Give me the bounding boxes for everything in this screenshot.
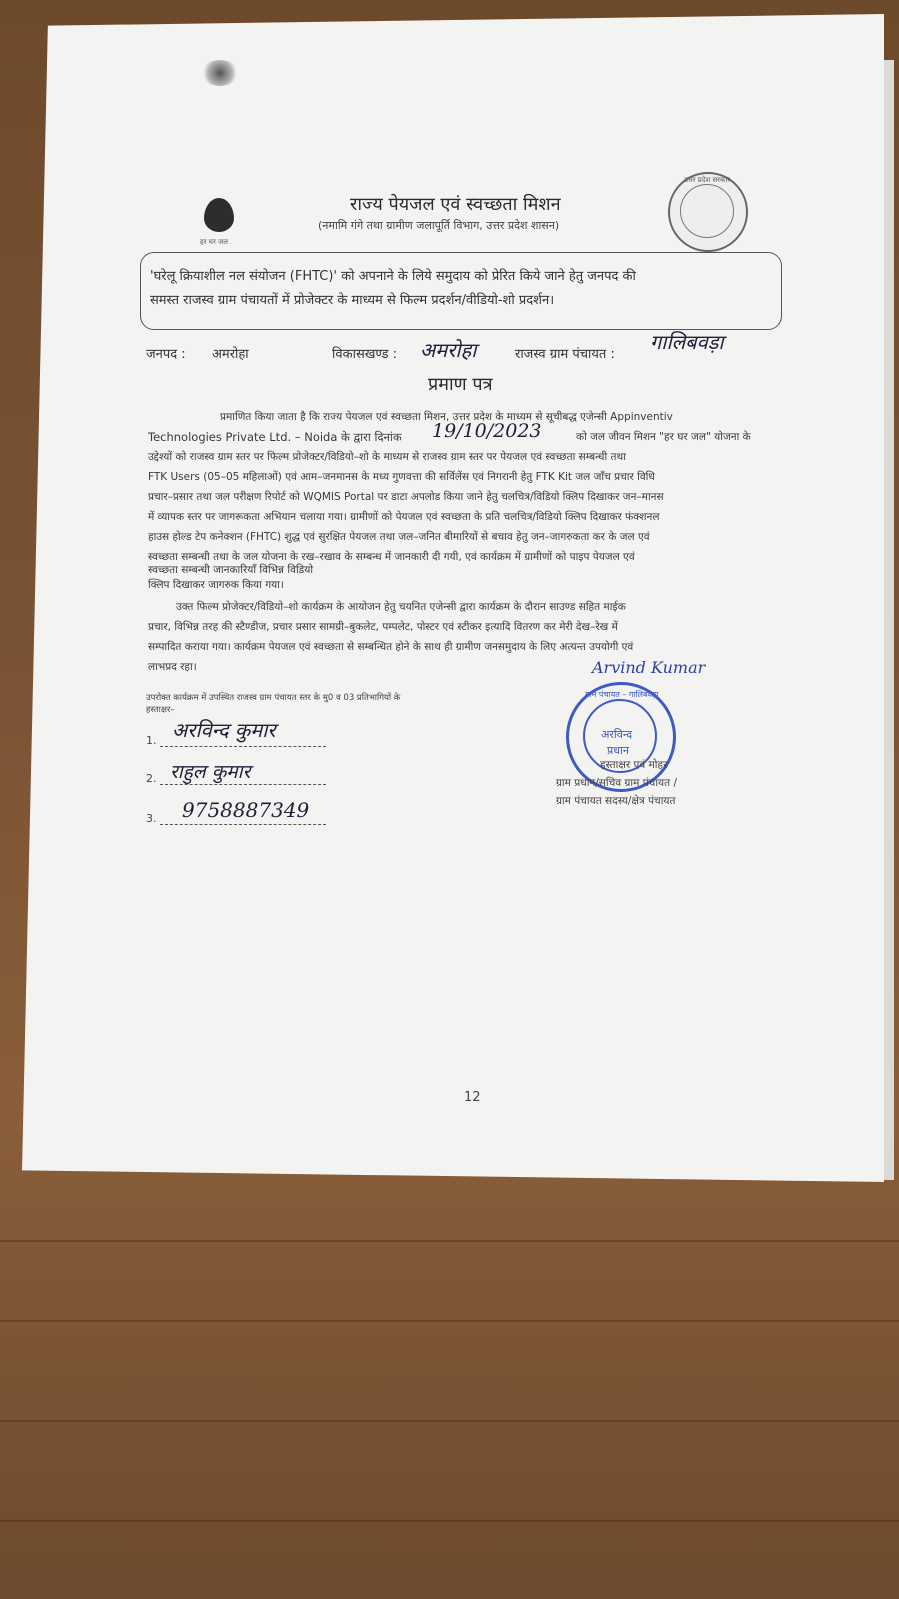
body-line: प्रचार, विभिन्न तरह की स्टैण्डीज, प्रचार प्रसार सामग्री–बुकलेट, पम्पलेट, पोस्टर एवं स्टीकर इत्यादि वितरण कर मेरी देख–रेख में (148, 621, 618, 633)
signature-line (160, 784, 326, 785)
seal-inner-text: अरविन्द (601, 728, 633, 741)
participant-number: 3. (146, 812, 157, 825)
body-line: हाउस होल्ड टेप कनेक्शन (FHTC) शुद्ध एवं सुरक्षित पेयजल तथा जल–जनित बीमारियों से बचाव हेतु जन–जागरुकता कर के जल एवं (148, 531, 650, 543)
body-line: क्लिप दिखाकर जागरुक किया गया। (148, 579, 284, 591)
certificate-title: प्रमाण पत्र (428, 374, 493, 395)
panchayat-value-handwritten: गालिबवड़ा (650, 330, 724, 354)
participant-phone-handwritten: 9758887349 (182, 798, 310, 822)
signature-line (160, 746, 326, 747)
body-line: को जल जीवन मिशन "हर घर जल" योजना के (576, 431, 751, 443)
ink-smudge (200, 60, 240, 86)
wood-grain (0, 1420, 899, 1422)
subject-line-2: समस्त राजस्व ग्राम पंचायतों में प्रोजेक्टर के माध्यम से फिल्म प्रदर्शन/वीडियो-शो प्रदर्शन। (150, 293, 555, 308)
subject-line-1: 'घरेलू क्रियाशील नल संयोजन (FHTC)' को अपनाने के लिये समुदाय को प्रेरित किये जाने हेतु जनपद की (150, 269, 636, 284)
wood-grain (0, 1520, 899, 1522)
logo-left-caption: हर घर जल (200, 238, 228, 246)
document-page (22, 14, 884, 1182)
body-line: स्वच्छता सम्बन्धी जानकारियाँ विभिन्न विडियो (148, 564, 314, 576)
sign-and-seal-label: हस्ताक्षर एवं मोहर (600, 759, 668, 771)
emblem-inner-ring (680, 184, 734, 238)
participant-number: 1. (146, 734, 157, 747)
mission-title: राज्य पेयजल एवं स्वच्छता मिशन (350, 194, 561, 215)
wood-grain (0, 1320, 899, 1322)
pradhan-signature: Arvind Kumar (592, 658, 706, 677)
district-label: जनपद : (146, 347, 186, 362)
participants-intro-2: हस्ताक्षर– (146, 705, 175, 715)
body-line: उद्देश्यों को राजस्व ग्राम स्तर पर फिल्म प्रोजेक्टर/विडियो–शो के माध्यम से राजस्व ग्राम स्तर पर पेयजल एवं स्वच्छता सम्बन्धी तथा (148, 451, 626, 463)
page-number: 12 (464, 1090, 481, 1105)
seal-outer-text: ग्राम पंचायत – गालिबवड़ा (585, 690, 659, 699)
block-value-handwritten: अमरोहा (420, 338, 477, 362)
body-line: Technologies Private Ltd. – Noida के द्वारा दिनांक (148, 430, 402, 444)
water-drop-icon (204, 198, 234, 232)
body-line: प्रचार–प्रसार तथा जल परीक्षण रिपोर्ट को WQMIS Portal पर डाटा अपलोड किया जाने हेतु चलचित्र/विडियो क्लिप दिखाकर जन–मानस (148, 491, 664, 503)
wood-grain (0, 1240, 899, 1242)
district-value: अमरोहा (212, 347, 249, 362)
body-line: स्वच्छता सम्बन्धी तथा के जल योजना के रख–रखाव के सम्बन्ध में जानकारी दी गयी, एवं कार्यक्रम में ग्रामीणों को पाइप पेयजल एवं (148, 551, 635, 563)
participant-signature-2: राहुल कुमार (170, 761, 251, 783)
participants-intro: उपरोक्त कार्यक्रम में उपस्थित राजस्व ग्राम पंचायत स्तर के मु0 व 03 प्रतिभागियों के (146, 693, 401, 703)
body-line: में व्यापक स्तर पर जागरूकता अभियान चलाया गया। ग्रामीणों को पेयजल एवं स्वच्छता के प्रति चलचित्र/विडियो क्लिप दिखाकर फंक्शनल (148, 511, 660, 523)
date-handwritten: 19/10/2023 (432, 420, 542, 442)
mission-subtitle: (नमामि गंगे तथा ग्रामीण जलापूर्ति विभाग, उत्तर प्रदेश शासन) (318, 219, 560, 232)
emblem-caption: उत्तर प्रदेश सरकार (684, 176, 731, 184)
designation-line-2: ग्राम पंचायत सदस्य/क्षेत्र पंचायत (556, 795, 676, 807)
panchayat-label: राजस्व ग्राम पंचायत : (515, 347, 615, 362)
seal-inner-text-2: प्रधान (607, 744, 629, 757)
participant-number: 2. (146, 772, 157, 785)
body-line: सम्पादित कराया गया। कार्यक्रम पेयजल एवं स्वच्छता से सम्बन्धित होने के साथ ही ग्रामीण जनसमुदाय के लिए अत्यन्त उपयोगी एवं (148, 641, 634, 653)
up-government-emblem (668, 172, 748, 252)
body-line: उक्त फिल्म प्रोजेक्टर/विडियो–शो कार्यक्रम के आयोजन हेतु चयनित एजेन्सी द्वारा कार्यक्रम के दौरान साउण्ड सहित माईक (176, 601, 626, 613)
body-line: प्रमाणित किया जाता है कि राज्य पेयजल एवं स्वच्छता मिशन, उत्तर प्रदेश के माध्यम से सूचीबद्ध एजेन्सी Appinventiv (220, 411, 673, 423)
body-line: लाभप्रद रहा। (148, 661, 197, 673)
signature-line (160, 824, 326, 825)
designation-line-1: ग्राम प्रधान/सचिव ग्राम पंचायत / (556, 777, 677, 789)
body-line: FTK Users (05–05 महिलाओं) एवं आम–जनमानस के मध्य गुणवत्ता की सर्विलेंस एवं निगरानी हेतु FTK Kit जल जाँच प्रचार विधि (148, 471, 655, 483)
block-label: विकासखण्ड : (332, 347, 398, 362)
participant-signature-1: अरविन्द कुमार (172, 718, 276, 742)
